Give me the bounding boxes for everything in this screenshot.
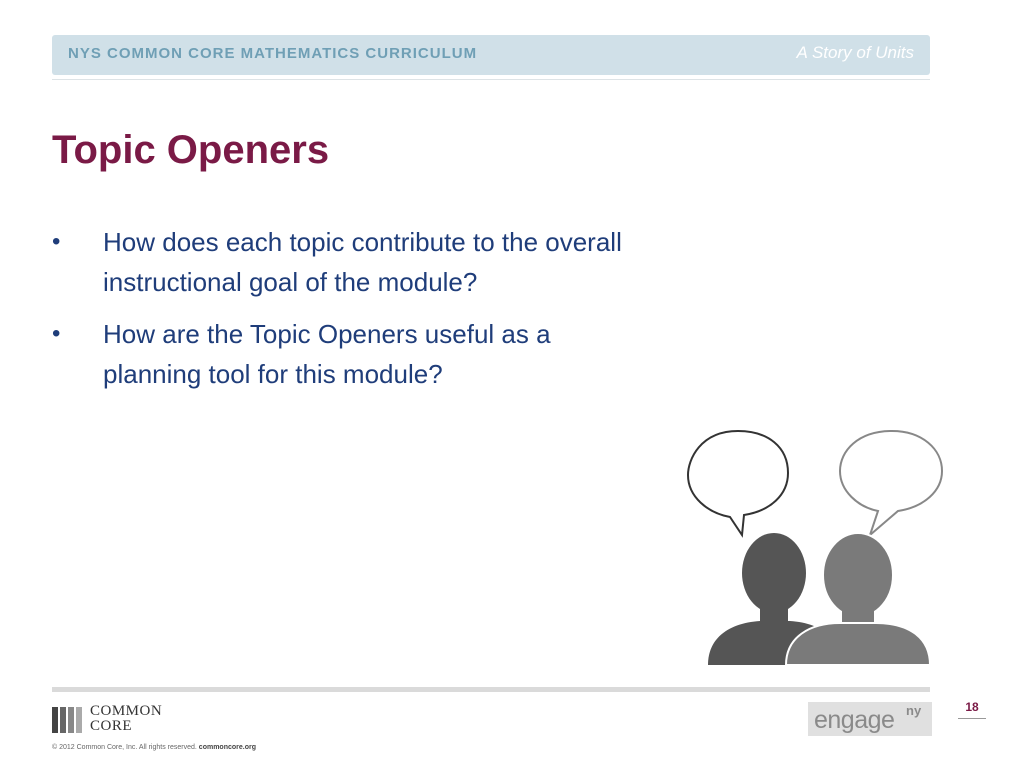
series-label: A Story of Units — [796, 43, 914, 62]
copyright-text: © 2012 Common Core, Inc. All rights reserved. — [52, 744, 197, 751]
engage-word: engage — [814, 706, 895, 734]
common-core-logo — [52, 704, 192, 736]
bullet-item — [52, 222, 652, 302]
engage-superscript: ny — [906, 703, 922, 718]
bullet-text: How are the Topic Openers useful as a planning tool for this module? — [103, 319, 551, 389]
person-silhouette-icon — [786, 533, 930, 665]
engage-ny-logo — [808, 702, 932, 736]
logo-line-2: CORE — [90, 718, 133, 734]
bullet-item — [52, 314, 652, 394]
curriculum-label: NYS COMMON CORE MATHEMATICS CURRICULUM — [68, 45, 478, 62]
header-divider — [52, 79, 930, 80]
page-number-underline — [958, 718, 986, 719]
bullet-list — [52, 222, 652, 406]
logo-text — [90, 704, 162, 734]
copyright-notice — [52, 744, 256, 751]
copyright-site: commoncore.org — [198, 744, 256, 751]
header-bar — [52, 35, 930, 75]
bullet-text: How does each topic contribute to the overall instructional goal of the module? — [103, 227, 622, 297]
logo-line-1: COMMON — [90, 703, 163, 719]
bullet-marker: • — [52, 228, 61, 255]
slide-title: Topic Openers — [52, 128, 330, 172]
page-number: 18 — [965, 700, 979, 714]
speech-bubble-icon — [840, 431, 942, 535]
discussion-illustration — [680, 425, 950, 670]
bullet-marker: • — [52, 320, 61, 347]
common-core-bars-icon — [52, 707, 84, 733]
footer-divider — [52, 687, 930, 692]
speech-bubble-icon — [688, 431, 788, 535]
